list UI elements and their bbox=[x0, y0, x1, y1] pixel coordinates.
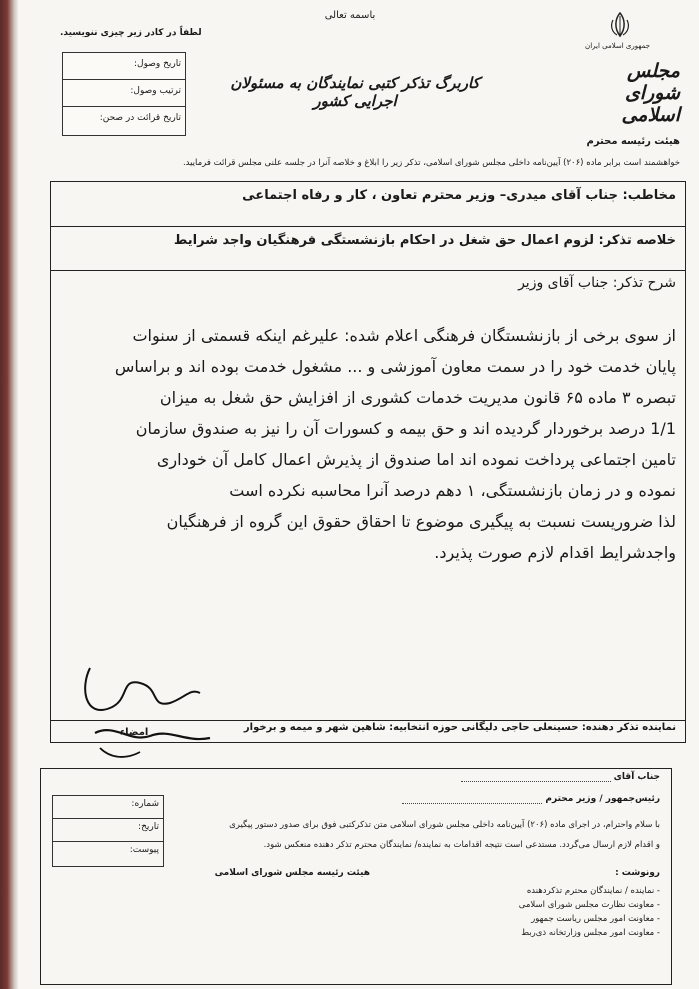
reference-box bbox=[52, 795, 164, 867]
copy-title: رونوشت : bbox=[615, 868, 660, 878]
body-line: از سوی برخی از بازنشستگان فرهنگی اعلام شده: علیرغم اینکه قسمتی از سنوات bbox=[132, 326, 676, 345]
list-item: - معاونت نظارت مجلس شورای اسلامی bbox=[518, 900, 660, 910]
receipt-meta-box bbox=[62, 52, 186, 136]
memo-summary: خلاصه تذکر: لزوم اعمال حق شغل در احکام بازنشستگی فرهنگیان واجد شرایط bbox=[173, 233, 676, 248]
ref-number-label: شماره: bbox=[53, 796, 163, 819]
logo-subtitle: جمهوری اسلامی ایران bbox=[585, 42, 650, 50]
divider bbox=[51, 270, 685, 271]
body-line: تامین اجتماعی پرداخت نموده اند اما صندوق از پذیرش اعمال کامل آن خوداری bbox=[156, 450, 676, 469]
signature-label: امضاء bbox=[120, 727, 149, 738]
memo-body bbox=[62, 320, 676, 568]
copy-list bbox=[440, 884, 660, 940]
handwritten-signature bbox=[70, 648, 230, 768]
reading-date-label: تاریخ قرائت در صحن: bbox=[99, 113, 181, 123]
response-para-1: با سلام واحترام، در اجرای ماده (۲۰۶) آیین‌نامه داخلی مجلس شورای اسلامی متن تذکرکتبی فوق برای صدور دستور پیگیری bbox=[229, 820, 660, 830]
do-not-write-note: لطفاً در کادر زیر چیزی ننویسید. bbox=[60, 28, 202, 38]
body-line: 1/1 درصد برخوردار گردیده اند و حق بیمه و کسورات آن را نیز به صندوق سازمان bbox=[135, 419, 676, 438]
response-para-2: و اقدام لازم ارسال می‌گردد. مستدعی است نتیجه اقدامات به نماینده/ نمایندگان محترم تذکر دهنده منعکس شود. bbox=[263, 840, 660, 850]
representative-line: نماینده تذکر دهنده: حسینعلی حاجی دلیگانی حوزه انتخابیه: شاهین شهر و میمه و برخوار bbox=[243, 722, 676, 733]
ref-date-label: تاریخ: bbox=[53, 819, 163, 842]
list-item: - معاونت امور مجلس وزارتخانه ذی‌ربط bbox=[521, 928, 660, 938]
form-title: کاربرگ تذکر کتبی نمایندگان به مسئولان اجرایی کشور bbox=[230, 74, 480, 110]
torn-paper-edge bbox=[0, 0, 18, 989]
addressee: مخاطب: جناب آقای میدری– وزیر محترم تعاون ، کار و رفاه اجتماعی bbox=[242, 188, 676, 203]
body-line: نموده و در زمان بازنشستگی، ۱ دهم درصد آنرا محاسبه نکرده است bbox=[229, 481, 676, 500]
list-item: - معاونت امور مجلس ریاست جمهور bbox=[531, 914, 660, 924]
to-line bbox=[460, 772, 660, 782]
to-role-label: رئیس‌جمهور / وزیر محترم bbox=[545, 794, 660, 804]
salutation: هیئت رئیسه محترم bbox=[586, 136, 680, 147]
body-line: پایان خدمت خود را در سمت معاون آموزشی و ... مشغول خدمت بوده اند و براساس bbox=[114, 357, 676, 376]
logo-title: مجلس شورای اسلامی bbox=[621, 60, 680, 126]
intro-text: خواهشمند است برابر ماده (۲۰۶) آیین‌نامه داخلی مجلس شورای اسلامی، تذکر زیر را ابلاغ و خلاصه آنرا در جلسه علنی مجلس قرائت فرمایید. bbox=[182, 158, 680, 168]
divider bbox=[51, 226, 685, 227]
body-line: لذا ضروریست نسبت به پیگیری موضوع تا احقاق حقوق این گروه از فرهنگیان bbox=[166, 512, 676, 531]
body-line: تبصره ۳ ماده ۶۵ قانون مدیریت خدمات کشوری از افزایش حق شغل به میزان bbox=[159, 388, 676, 407]
list-item: - نماینده / نمایندگان محترم تذکردهنده bbox=[526, 886, 660, 896]
to-line-label: جناب آقای bbox=[613, 772, 660, 782]
body-line: واجدشرایط اقدام لازم صورت پذیرد. bbox=[434, 543, 676, 562]
parliament-logo bbox=[570, 10, 680, 126]
emblem-icon bbox=[605, 10, 635, 40]
receipt-order-label: ترتیب وصول: bbox=[63, 80, 185, 107]
receipt-date-label: تاریخ وصول: bbox=[63, 53, 185, 80]
description-label: شرح تذکر: جناب آقای وزیر bbox=[518, 275, 676, 291]
bism-header: باسمه تعالی bbox=[324, 10, 376, 21]
ref-attachment-label: پیوست: bbox=[129, 845, 159, 855]
to-role bbox=[400, 794, 660, 804]
board-signature: هیئت رئیسه مجلس شورای اسلامی bbox=[214, 868, 370, 878]
